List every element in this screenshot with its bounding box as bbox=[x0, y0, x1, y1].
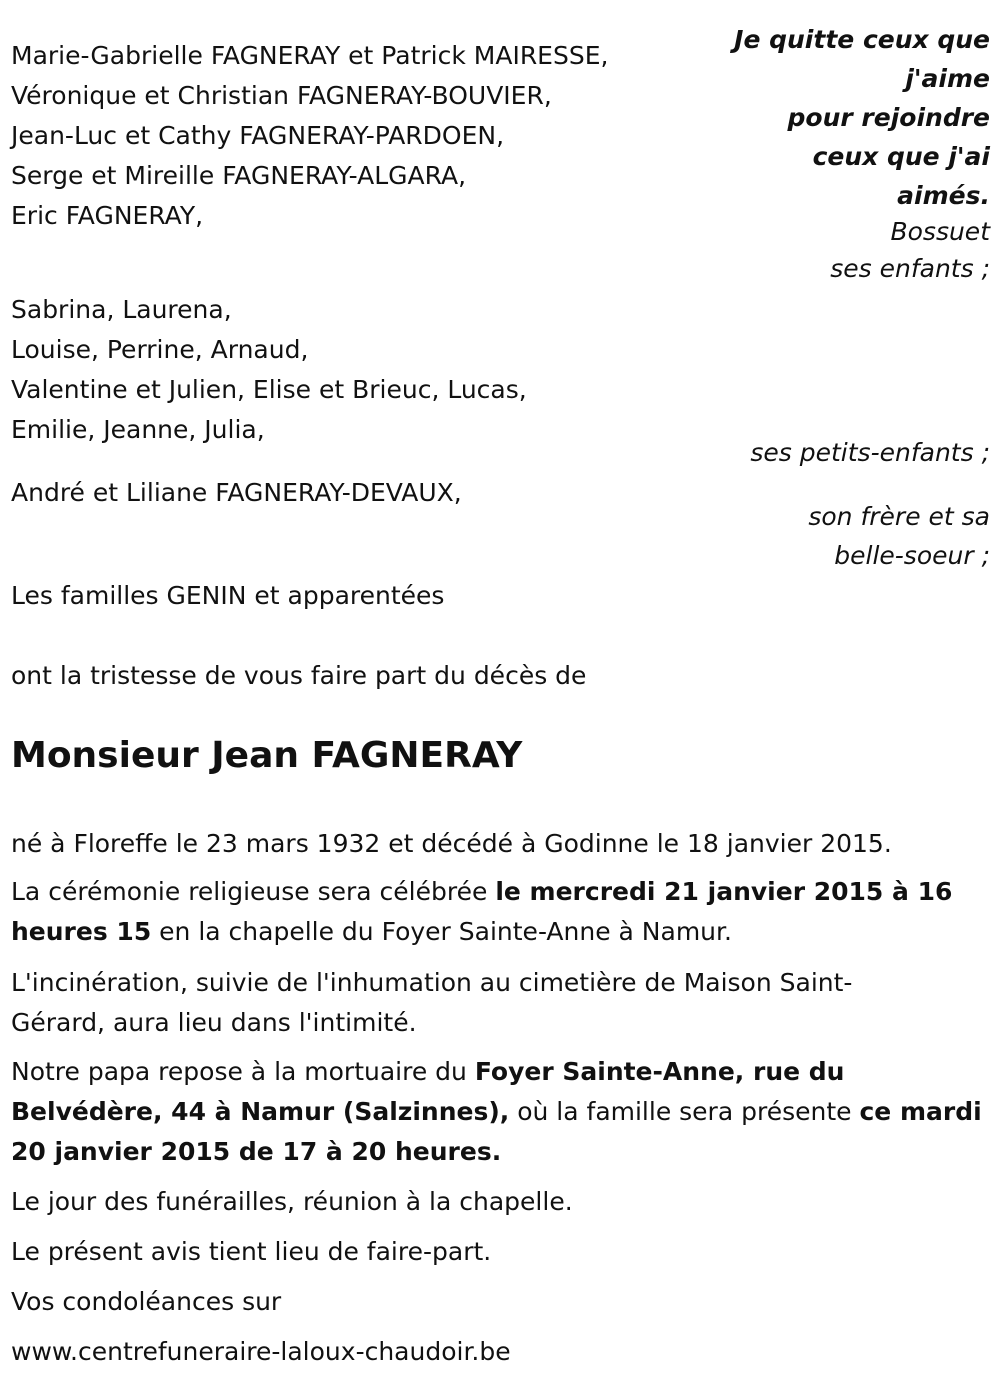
epigraph-line: j'aime bbox=[905, 64, 990, 93]
repose-visit-time: ce mardi 20 janvier 2015 de 17 à 20 heures. bbox=[11, 1097, 982, 1166]
epigraph-line: ceux que j'ai bbox=[812, 142, 990, 171]
grandchildren-name: Louise, Perrine, Arnaud, bbox=[11, 335, 309, 364]
deceased-name: Monsieur Jean FAGNERAY bbox=[11, 735, 523, 776]
grandchildren-name: Sabrina, Laurena, bbox=[11, 295, 232, 324]
sibling-name: André et Liliane FAGNERAY-DEVAUX, bbox=[11, 478, 462, 507]
condolences: Vos condoléances sur bbox=[11, 1287, 282, 1316]
announcement: ont la tristesse de vous faire part du décès de bbox=[11, 661, 587, 690]
ceremony-paragraph bbox=[11, 872, 991, 952]
funeral-day: Le jour des funérailles, réunion à la chapelle. bbox=[11, 1187, 573, 1216]
notice: Le présent avis tient lieu de faire-part. bbox=[11, 1237, 492, 1266]
repose-text-mid: où la famille sera présente bbox=[509, 1097, 860, 1126]
grandchildren-name: Valentine et Julien, Elise et Brieuc, Lucas, bbox=[11, 375, 527, 404]
ceremony-date: le mercredi 21 janvier 2015 à 16 heures 15 bbox=[11, 877, 953, 946]
grandchildren-relation: ses petits-enfants ; bbox=[750, 438, 990, 467]
cremation-paragraph: L'incinération, suivie de l'inhumation au cimetière de Maison Saint-Gérard, aura lieu dans l'intimité. bbox=[11, 968, 853, 1037]
children-name: Jean-Luc et Cathy FAGNERAY-PARDOEN, bbox=[11, 121, 505, 150]
repose-paragraph bbox=[11, 1052, 991, 1172]
website-link[interactable]: www.centrefuneraire-laloux-chaudoir.be bbox=[11, 1337, 511, 1366]
children-name: Serge et Mireille FAGNERAY-ALGARA, bbox=[11, 161, 467, 190]
children-name: Véronique et Christian FAGNERAY-BOUVIER, bbox=[11, 81, 552, 110]
grandchildren-list bbox=[11, 290, 527, 450]
ceremony-text: La cérémonie religieuse sera célébrée bbox=[11, 877, 496, 906]
repose-text: Notre papa repose à la mortuaire du bbox=[11, 1057, 475, 1086]
birth-death: né à Floreffe le 23 mars 1932 et décédé à Godinne le 18 janvier 2015. bbox=[11, 829, 892, 858]
epigraph-line: Je quitte ceux que bbox=[734, 25, 990, 54]
children-relation: ses enfants ; bbox=[830, 254, 990, 283]
families-line: Les familles GENIN et apparentées bbox=[11, 581, 445, 610]
children-name: Eric FAGNERAY, bbox=[11, 201, 204, 230]
sibling-relation-line: son frère et sa bbox=[808, 502, 990, 531]
grandchildren-name: Emilie, Jeanne, Julia, bbox=[11, 415, 265, 444]
epigraph-line: pour rejoindre bbox=[787, 103, 990, 132]
children-list bbox=[11, 36, 608, 236]
ceremony-place: en la chapelle du Foyer Sainte-Anne à Namur. bbox=[151, 917, 732, 946]
sibling-relation-line: belle-soeur ; bbox=[834, 541, 990, 570]
repose-address: Foyer Sainte-Anne, rue du Belvédère, 44 à Namur (Salzinnes), bbox=[11, 1057, 845, 1126]
epigraph-author: Bossuet bbox=[890, 217, 990, 246]
children-name: Marie-Gabrielle FAGNERAY et Patrick MAIRESSE, bbox=[11, 41, 609, 70]
sibling-relation bbox=[808, 497, 990, 575]
epigraph bbox=[734, 20, 990, 215]
epigraph-line: aimés. bbox=[897, 181, 990, 210]
